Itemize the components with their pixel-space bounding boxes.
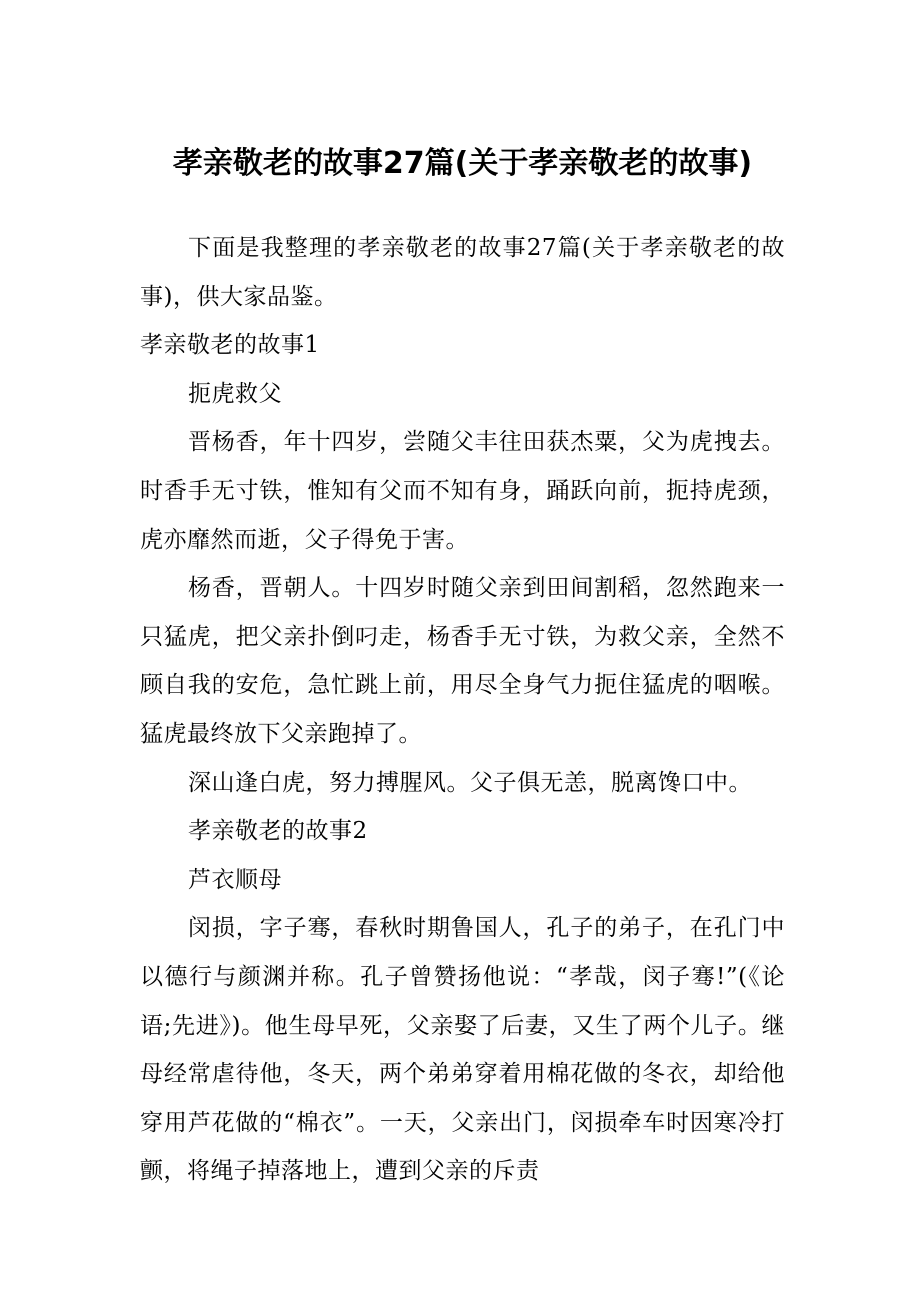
paragraph: 晋杨香，年十四岁，尝随父丰往田获杰粟，父为虎拽去。时香手无寸铁，惟知有父而不知有身，踊跃向前，扼持虎颈，虎亦靡然而逝，父子得免于害。 [140,429,785,553]
story-title-2: 芦衣顺母 [188,866,282,893]
section-heading-1: 孝亲敬老的故事1 [140,332,320,359]
paragraph-intro: 下面是我整理的孝亲敬老的故事27篇(关于孝亲敬老的故事)，供大家品鉴。 [140,235,785,310]
story-title-1: 扼虎救父 [188,380,282,407]
paragraph: 杨香，晋朝人。十四岁时随父亲到田间割稻，忽然跑来一只猛虎，把父亲扑倒叼走，杨香手无寸铁，为救父亲，全然不顾自我的安危，急忙跳上前，用尽全身气力扼住猛虎的咽喉。猛虎最终放下父亲跑掉了。 [140,575,785,747]
poem-line: 深山逢白虎，努力搏腥风。父子俱无恙，脱离馋口中。 [188,769,752,796]
document-body [140,224,785,1196]
section-heading-2: 孝亲敬老的故事2 [188,818,368,845]
document-title: 孝亲敬老的故事27篇(关于孝亲敬老的故事) [172,146,753,181]
paragraph: 闵损，字子骞，春秋时期鲁国人，孔子的弟子，在孔门中以德行与颜渊并称。孔子曾赞扬他说：“孝哉，闵子骞!”(《论语;先进》)。他生母早死，父亲娶了后妻，又生了两个儿子。继母经常虐待他，冬天，两个弟弟穿着用棉花做的冬衣，却给他穿用芦花做的“棉衣”。一天，父亲出门，闵损牵车时因寒冷打颤，将绳子掉落地上，遭到父亲的斥责 [140,915,785,1185]
